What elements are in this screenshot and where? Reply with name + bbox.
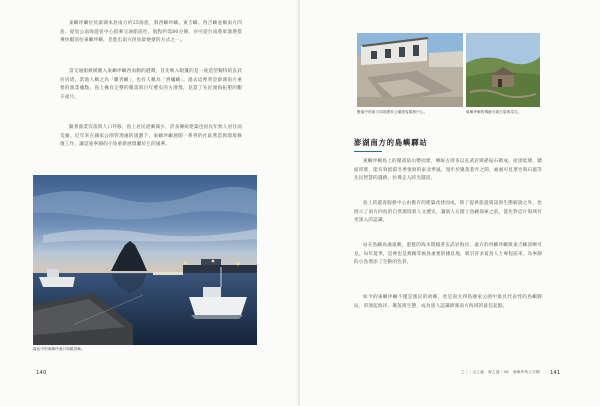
stone-house-photo (466, 33, 540, 107)
visitor-center-photo (357, 33, 463, 107)
left-folio: 140 (36, 370, 47, 376)
section-title: 澎湖南方的島嶼驛站 (354, 138, 428, 147)
harbor-dusk-photo (33, 175, 257, 345)
left-paragraph-2: 當交通船緩緩駛入東嶼坪嶼西南側的港灣，首先映入眼簾的是一座造型獨特的玄武岩岩塔，當地人稱之為「雞善嶼」，也有人稱為「香爐嶼」。過去這裡曾是澎湖南方重要的漁業據點，島上擁有完整的聚落與百年歷史的古厝群，見證了先民渡海拓墾的艱辛歲月。 (60, 69, 242, 100)
left-paragraph-1: 東嶼坪嶼位於澎湖本島南方約25海浬，與西嶼坪嶼、東吉嶼、西吉嶼並稱南方四島。從馬公南海遊客中心搭乘交通船前往，航程約需80分鐘，亦可從台南將軍漁港搭乘快艇前往東嶼坪嶼，是進出南方四島最便捷的方式之一。 (60, 21, 242, 44)
left-photo-caption: 暮色中的東嶼坪港口與雞善嶼。 (33, 347, 85, 351)
right-paragraph-4: 如今的東嶼坪嶼不僅是漁民的故鄉，更是南方四島國家公園中最具代表性的島嶼驛站，串連起海洋、聚落與生態，成為旅人認識澎湖南方海域的最佳起點。 (354, 295, 542, 309)
right-photo2-caption: 東嶼坪嶼的傳統石砌古厝與菜宅。 (466, 110, 522, 114)
visitor-center-illustration (357, 33, 463, 107)
section-title-rule (354, 151, 382, 152)
right-paragraph-3: 站在島嶼高處遠眺，湛藍的海水環繞著玄武岩海岸，遠方的西嶼坪嶼與東吉嶼清晰可見。每年夏季，這裡也是燕鷗等候鳥重要的棲息地，吸引許多賞鳥人士專程前來，為寧靜的小島增添了生動的色彩。 (354, 243, 542, 266)
right-paragraph-1: 東嶼坪嶼島上的聚落依山勢而建，傳統古厝多以玄武岩與硓𥑮石砌成，屋頂低矮、牆面厚實，能有效抵擋冬季強勁的東北季風。漫步於聚落巷弄之間，處處可見菜宅與石滬等先民智慧的遺跡，彷彿走入時光隧道。 (354, 159, 542, 182)
right-paragraph-2: 島上的遊客服務中心由舊有的建築改建而成，除了提供旅遊資訊與生態解說之外，也展示了南方四島的自然環境與人文歷史，讓旅人在踏上島嶼探索之前，能先對這片海域有更深入的認識。 (354, 201, 542, 224)
right-page (300, 0, 600, 406)
left-paragraph-3: 隨著漁業沒落與人口外移，島上居民逐漸減少，許多傳統建築也因長年無人居住而荒廢。近年來在國家公園管理處的規劃下，東嶼坪嶼展開一系列的社區營造與環境修復工作，讓這座寧靜的小島重新展現屬於它的風華。 (60, 125, 242, 148)
running-head: 之二｜山之瀑．海之渡｜08 東嶼坪與公字帽 (460, 370, 540, 374)
right-folio: 141 (550, 370, 561, 376)
harbor-dusk-illustration (33, 175, 257, 345)
right-photo1-caption: 聚落中的南方四島國家公園遊客服務中心。 (357, 110, 428, 114)
stone-house-illustration (466, 33, 540, 107)
